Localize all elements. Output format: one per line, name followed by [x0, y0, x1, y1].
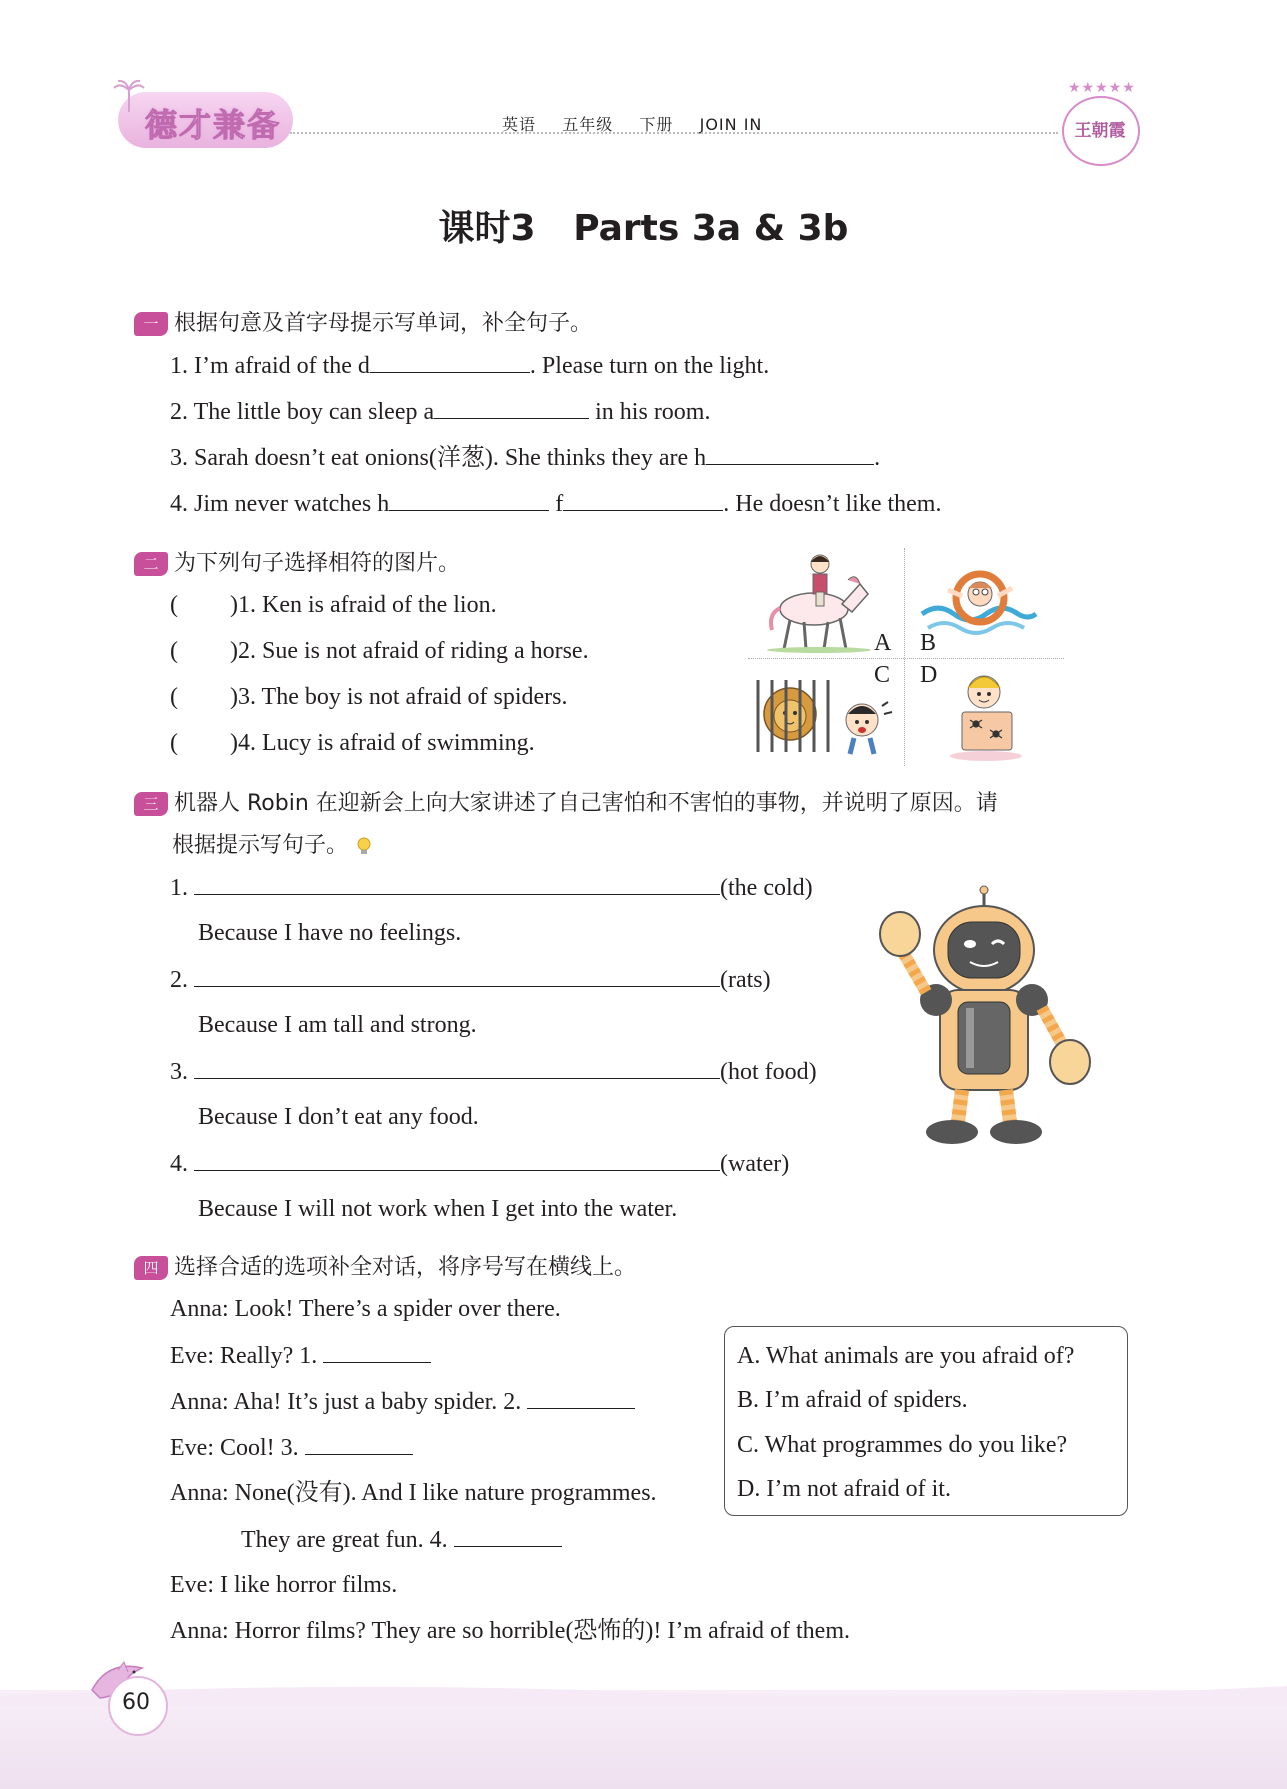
label-d: D: [920, 662, 938, 688]
s4-blank-1[interactable]: [323, 1340, 431, 1363]
s4-line-6: They are great fun. 4.: [241, 1524, 562, 1555]
palm-tree-icon: [112, 78, 146, 112]
s1-q4: 4. Jim never watches h f . He doesn’t like them.: [170, 488, 941, 519]
s1-q3-blank[interactable]: [706, 442, 874, 465]
header-subject: 英语: [502, 115, 537, 134]
section3-heading-line2: [172, 828, 373, 859]
s3-item-1: 1. (the cold): [170, 872, 813, 903]
s4-line-2: Eve: Really? 1.: [170, 1340, 431, 1371]
picture-a-girl-riding-horse: [764, 554, 874, 659]
grid-v-divider: [904, 548, 905, 766]
footer-band: [0, 1690, 1287, 1789]
s1-q1-blank[interactable]: [370, 350, 530, 373]
s3-reason-2: Because I am tall and strong.: [198, 1012, 477, 1038]
robot-illustration: [866, 884, 1106, 1146]
seal-text: 王朝霞: [1074, 121, 1126, 141]
star-icons: ★★★★★: [1068, 81, 1136, 96]
s1-q2-blank[interactable]: [434, 396, 589, 419]
lightbulb-icon: [355, 836, 373, 856]
section4-heading: [134, 1250, 636, 1281]
header: [0, 0, 1287, 160]
s3-reason-3: Because I don’t eat any food.: [198, 1104, 479, 1130]
picture-d-boy-with-spiders: [934, 668, 1044, 768]
s1-q4-blank2[interactable]: [563, 488, 723, 511]
s1-q2: 2. The little boy can sleep a in his room.: [170, 396, 710, 427]
s2-item-1: ( )1. Ken is afraid of the lion.: [170, 592, 497, 618]
page-title: 课时3 Parts 3a & 3b: [438, 208, 849, 249]
s4-option-a: A. What animals are you afraid of?: [737, 1343, 1075, 1369]
section4-instruction: 选择合适的选项补全对话，将序号写在横线上。: [174, 1255, 637, 1280]
s3-item-2: 2. (rats): [170, 964, 771, 995]
s4-line-1: Anna: Look! There’s a spider over there.: [170, 1296, 561, 1322]
page-number: 60: [122, 1690, 150, 1715]
s1-q1: 1. I’m afraid of the d . Please turn on the light.: [170, 350, 769, 381]
s2-picture-grid: [748, 548, 1064, 766]
section1-badge: 一: [134, 312, 168, 336]
section2-heading: [134, 546, 460, 577]
s4-line-7: Eve: I like horror films.: [170, 1572, 398, 1598]
s3-reason-1: Because I have no feelings.: [198, 920, 462, 946]
s4-line-5: Anna: None(没有). And I like nature programmes.: [170, 1480, 657, 1506]
picture-c-lion-in-cage: [750, 676, 900, 761]
section2-badge: 二: [134, 552, 168, 576]
s2-item-3: ( )3. The boy is not afraid of spiders.: [170, 684, 568, 710]
s4-blank-2[interactable]: [527, 1386, 635, 1409]
s3-item-2-blank[interactable]: [194, 964, 720, 987]
s4-blank-4[interactable]: [454, 1524, 562, 1547]
s3-reason-4: Because I will not work when I get into the water.: [198, 1196, 678, 1222]
section1-heading: [134, 306, 592, 337]
header-grade: 五年级: [562, 115, 614, 134]
section3-badge: 三: [134, 792, 168, 816]
header-divider: [290, 132, 1058, 134]
s4-line-8: Anna: Horror films? They are so horrible(恐怖的)! I’m afraid of them.: [170, 1618, 851, 1644]
s4-line-4: Eve: Cool! 3.: [170, 1432, 413, 1463]
section3-instruction-line1: 机器人 Robin 在迎新会上向大家讲述了自己害怕和不害怕的事物，并说明了原因。请: [174, 791, 998, 816]
s2-item-2: ( )2. Sue is not afraid of riding a horse.: [170, 638, 589, 664]
header-series: JOIN IN: [699, 115, 763, 134]
s4-options-box: [724, 1326, 1128, 1516]
s4-line-3: Anna: Aha! It’s just a baby spider. 2.: [170, 1386, 635, 1417]
section3-heading: [134, 786, 998, 817]
label-a: A: [874, 630, 892, 656]
s3-item-4-blank[interactable]: [194, 1148, 720, 1171]
section1-instruction: 根据句意及首字母提示写单词，补全句子。: [174, 311, 593, 336]
s1-q3: 3. Sarah doesn’t eat onions(洋葱). She thinks they are h .: [170, 442, 880, 473]
s1-q4-blank1[interactable]: [389, 488, 549, 511]
s3-item-3: 3. (hot food): [170, 1056, 817, 1087]
section3-instruction-line2: 根据提示写句子。: [172, 833, 349, 858]
section2-instruction: 为下列句子选择相符的图片。: [174, 551, 461, 576]
s2-item-4: ( )4. Lucy is afraid of swimming.: [170, 730, 535, 756]
section4-badge: 四: [134, 1256, 168, 1280]
header-volume: 下册: [639, 115, 674, 134]
s4-option-b: B. I’m afraid of spiders.: [737, 1387, 968, 1413]
s4-blank-3[interactable]: [305, 1432, 413, 1455]
logo-text: 德才兼备: [145, 106, 282, 144]
s3-item-1-blank[interactable]: [194, 872, 720, 895]
s3-item-4: 4. (water): [170, 1148, 789, 1179]
s4-option-c: C. What programmes do you like?: [737, 1432, 1068, 1458]
s3-item-3-blank[interactable]: [194, 1056, 720, 1079]
s4-option-d: D. I’m not afraid of it.: [737, 1476, 951, 1502]
label-c: C: [874, 662, 891, 688]
label-b: B: [920, 630, 937, 656]
